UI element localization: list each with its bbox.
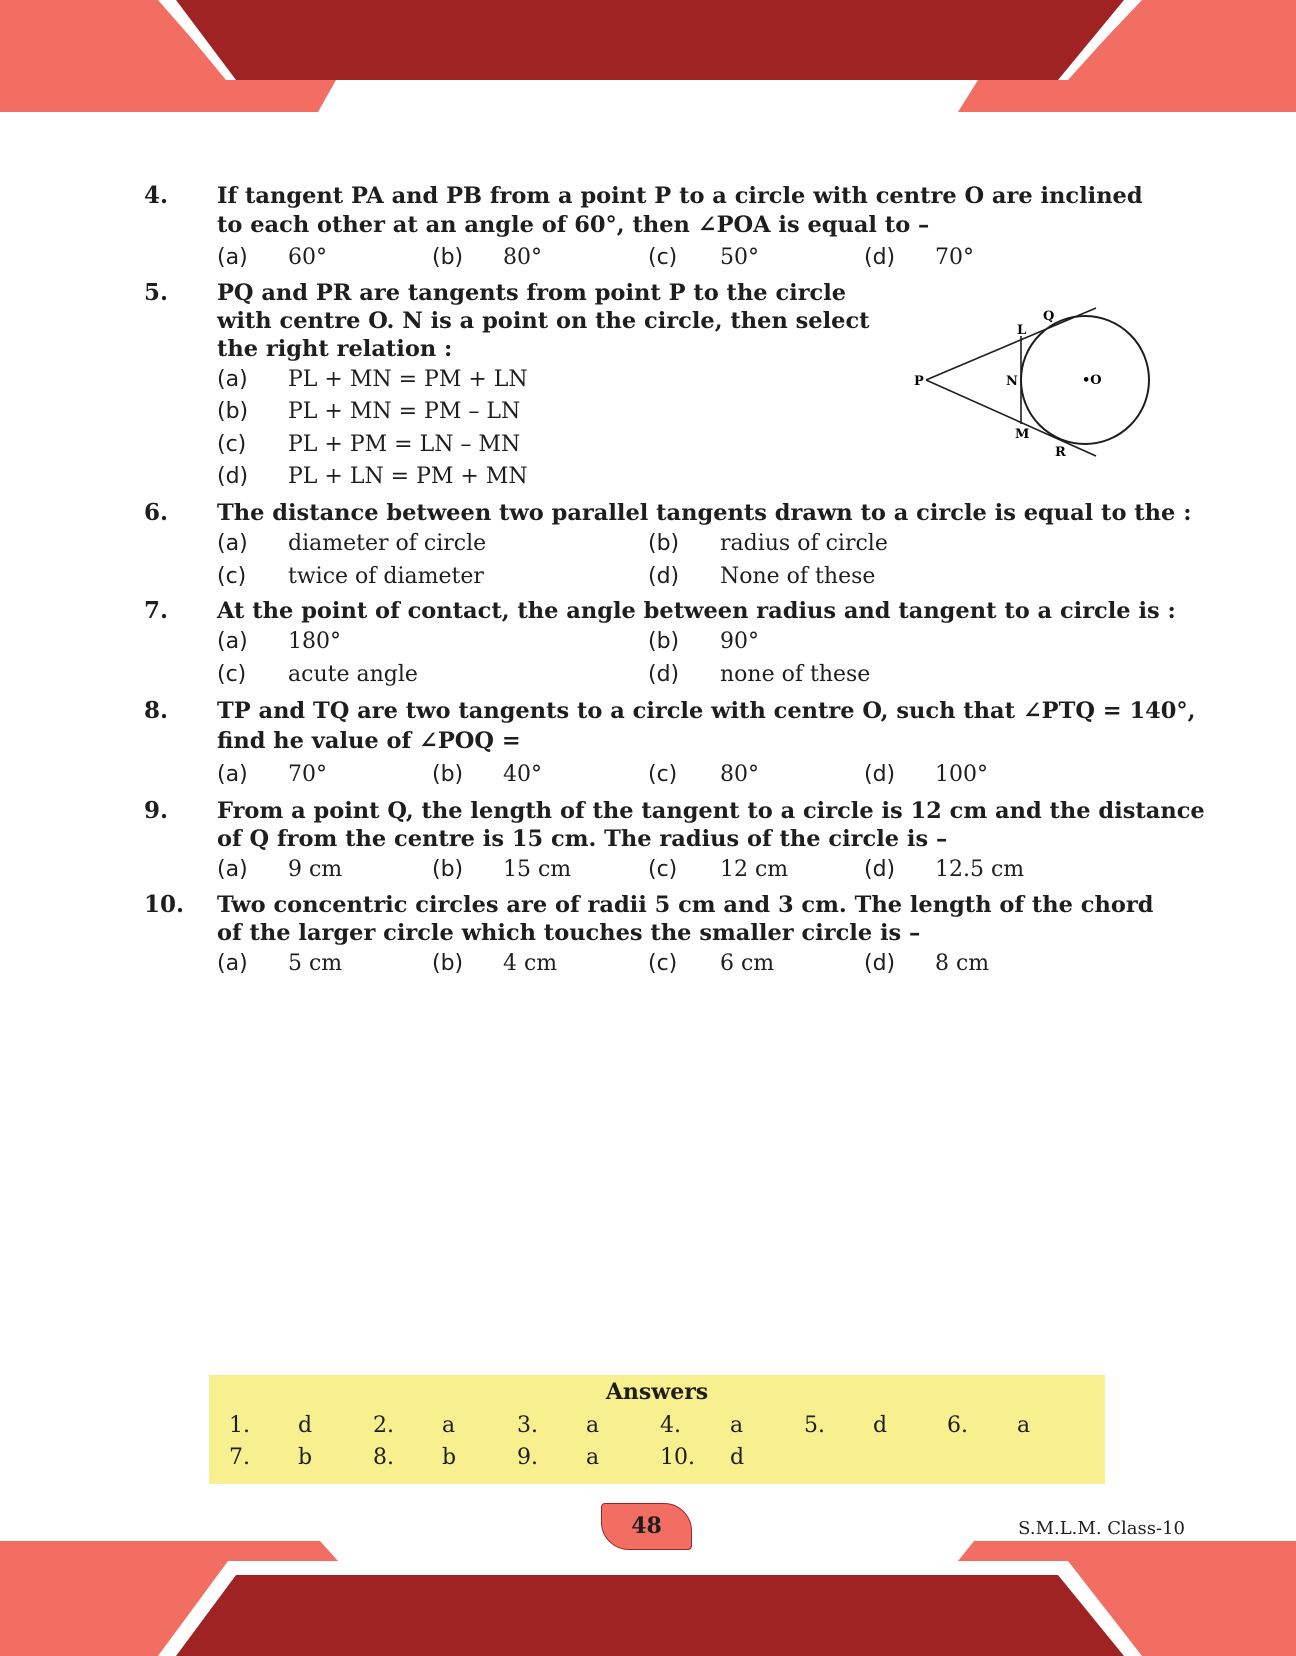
option-text: None of these <box>720 564 876 589</box>
answer-number: 2. <box>373 1413 394 1438</box>
option-letter: (d) <box>648 564 680 589</box>
answer-value: d <box>298 1413 313 1438</box>
option-text: twice of diameter <box>288 564 484 589</box>
answer-number: 5. <box>804 1413 825 1438</box>
option-text: 12 cm <box>720 857 789 882</box>
option-text: 90° <box>720 629 759 654</box>
option-text: 60° <box>288 245 327 270</box>
question-number: 4. <box>144 182 169 209</box>
option-text: 6 cm <box>720 951 775 976</box>
footer-banner <box>0 1541 1296 1656</box>
option-text: PL + LN = PM + MN <box>288 464 528 489</box>
question-number: 9. <box>144 797 169 824</box>
question-text: PQ and PR are tangents from point P to the circle <box>217 280 847 306</box>
answer-value: a <box>586 1445 600 1470</box>
label-n: N <box>1006 374 1018 389</box>
answer-number: 6. <box>947 1413 968 1438</box>
option-letter: (a) <box>217 762 248 787</box>
option-letter: (d) <box>864 762 896 787</box>
option-letter: (d) <box>217 464 249 489</box>
answer-number: 9. <box>517 1445 538 1470</box>
footer-label: S.M.L.M. Class-10 <box>1018 1518 1185 1539</box>
question-text: of Q from the centre is 15 cm. The radius of the circle is – <box>217 826 948 852</box>
label-o: •O <box>1082 373 1102 388</box>
question-text: Two concentric circles are of radii 5 cm and 3 cm. The length of the chord <box>217 892 1154 918</box>
question-text: of the larger circle which touches the smaller circle is – <box>217 920 921 946</box>
answer-number: 10. <box>660 1445 695 1470</box>
option-letter: (c) <box>217 662 247 687</box>
tangent-figure <box>910 298 1160 468</box>
answer-value: d <box>730 1445 745 1470</box>
answer-value: a <box>586 1413 600 1438</box>
label-p: P <box>914 374 924 389</box>
answer-number: 8. <box>373 1445 394 1470</box>
option-letter: (c) <box>648 245 678 270</box>
option-text: 8 cm <box>935 951 990 976</box>
answer-number: 7. <box>229 1445 250 1470</box>
answers-box <box>209 1375 1105 1484</box>
option-letter: (b) <box>432 951 464 976</box>
tangent-pq <box>926 308 1096 380</box>
option-text: radius of circle <box>720 531 888 556</box>
option-letter: (a) <box>217 857 248 882</box>
option-letter: (b) <box>432 245 464 270</box>
label-m: M <box>1015 427 1030 442</box>
option-letter: (b) <box>648 629 680 654</box>
option-letter: (a) <box>217 245 248 270</box>
option-text: 5 cm <box>288 951 343 976</box>
answer-value: a <box>442 1413 456 1438</box>
option-text: 50° <box>720 245 759 270</box>
question-text: the right relation : <box>217 336 453 362</box>
option-letter: (a) <box>217 367 248 392</box>
question-text: find he value of ∠POQ = <box>217 728 521 754</box>
option-text: diameter of circle <box>288 531 487 556</box>
option-text: 100° <box>935 762 988 787</box>
header-banner <box>0 0 1296 115</box>
option-letter: (b) <box>648 531 680 556</box>
question-text: TP and TQ are two tangents to a circle with centre O, such that ∠PTQ = 140°, <box>217 698 1196 724</box>
option-text: PL + PM = LN – MN <box>288 432 521 457</box>
option-letter: (b) <box>432 762 464 787</box>
question-number: 6. <box>144 499 169 526</box>
question-number: 5. <box>144 279 169 306</box>
option-letter: (a) <box>217 531 248 556</box>
option-text: none of these <box>720 662 871 687</box>
question-text: From a point Q, the length of the tangent to a circle is 12 cm and the distance <box>217 798 1205 824</box>
option-letter: (a) <box>217 629 248 654</box>
option-text: PL + MN = PM + LN <box>288 367 528 392</box>
tangent-pr <box>926 380 1096 456</box>
option-letter: (c) <box>648 951 678 976</box>
option-letter: (d) <box>648 662 680 687</box>
option-letter: (d) <box>864 951 896 976</box>
question-number: 10. <box>144 891 185 918</box>
answer-number: 4. <box>660 1413 681 1438</box>
option-letter: (c) <box>648 857 678 882</box>
option-text: 12.5 cm <box>935 857 1025 882</box>
question-text: with centre O. N is a point on the circle, then select <box>217 308 870 334</box>
option-letter: (c) <box>217 564 247 589</box>
option-letter: (b) <box>217 399 249 424</box>
label-l: L <box>1017 323 1027 338</box>
option-text: 180° <box>288 629 341 654</box>
option-text: 15 cm <box>503 857 572 882</box>
option-letter: (d) <box>864 857 896 882</box>
label-r: R <box>1055 445 1066 460</box>
answer-value: a <box>730 1413 744 1438</box>
option-text: 4 cm <box>503 951 558 976</box>
question-text: At the point of contact, the angle between radius and tangent to a circle is : <box>217 598 1176 624</box>
question-text: to each other at an angle of 60°, then ∠POA is equal to – <box>217 212 930 238</box>
answer-number: 1. <box>229 1413 250 1438</box>
option-text: 80° <box>503 245 542 270</box>
option-text: 9 cm <box>288 857 343 882</box>
answer-value: a <box>1017 1413 1031 1438</box>
question-text: If tangent PA and PB from a point P to a circle with centre O are inclined <box>217 183 1143 209</box>
option-text: 80° <box>720 762 759 787</box>
option-letter: (a) <box>217 951 248 976</box>
question-number: 7. <box>144 597 169 624</box>
answer-value: b <box>442 1445 457 1470</box>
option-letter: (b) <box>432 857 464 882</box>
option-text: 70° <box>288 762 327 787</box>
answer-number: 3. <box>517 1413 538 1438</box>
option-letter: (d) <box>864 245 896 270</box>
option-letter: (c) <box>648 762 678 787</box>
page-number: 48 <box>601 1503 692 1550</box>
answer-value: d <box>873 1413 888 1438</box>
option-text: PL + MN = PM – LN <box>288 399 521 424</box>
label-q: Q <box>1043 309 1055 324</box>
option-text: acute angle <box>288 662 418 687</box>
question-number: 8. <box>144 697 169 724</box>
question-text: The distance between two parallel tangents drawn to a circle is equal to the : <box>217 500 1192 526</box>
option-text: 70° <box>935 245 974 270</box>
answers-title: Answers <box>605 1379 709 1405</box>
answer-value: b <box>298 1445 313 1470</box>
option-text: 40° <box>503 762 542 787</box>
option-letter: (c) <box>217 432 247 457</box>
